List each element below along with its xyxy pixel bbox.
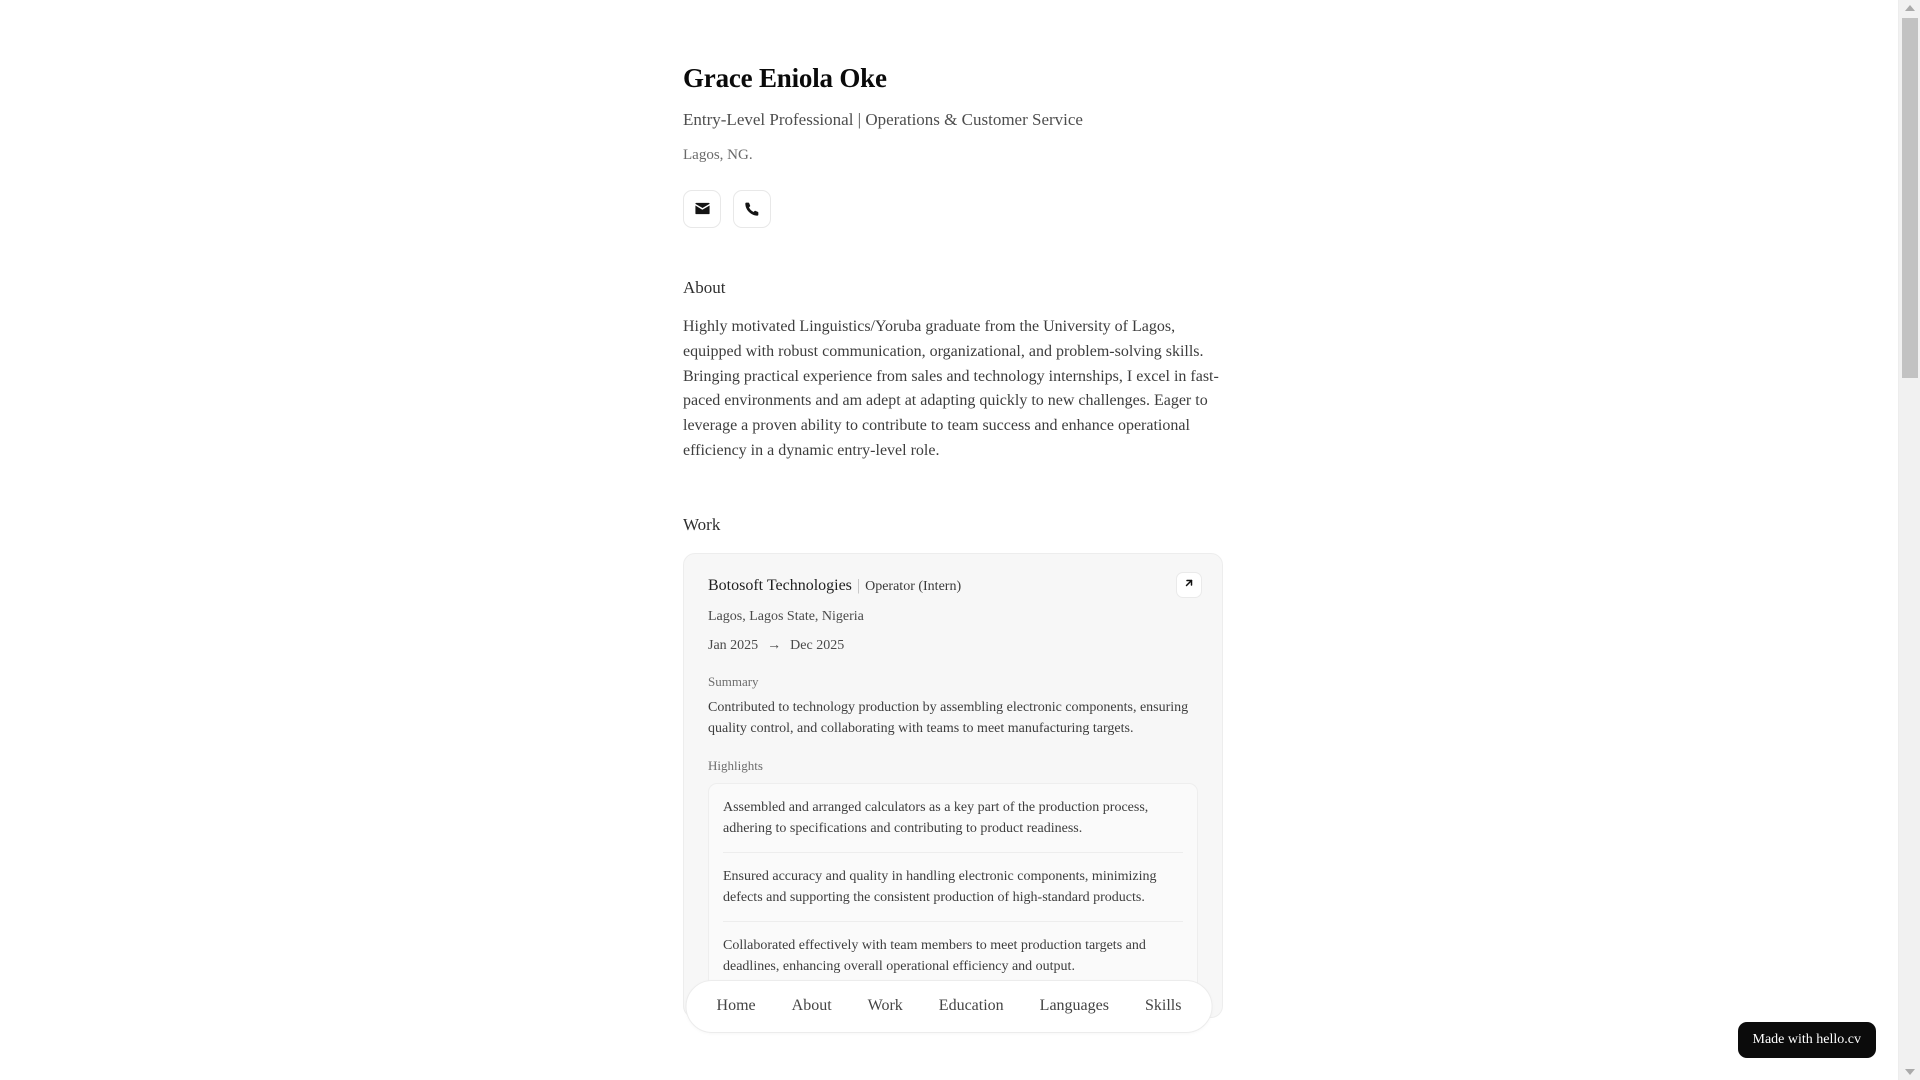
work-highlights-label: Highlights <box>708 757 763 773</box>
profile-headline: Entry-Level Professional | Operations & Customer Service <box>683 110 1083 130</box>
work-dates <box>708 637 1198 655</box>
work-summary-label: Summary <box>708 673 759 689</box>
work-end-date: Dec 2025 <box>790 637 845 653</box>
work-entry-card[interactable] <box>683 553 1223 1018</box>
nav-item-work[interactable]: Work <box>867 997 903 1015</box>
expand-work-entry-button[interactable] <box>1176 572 1202 598</box>
profile-column <box>683 0 1223 1018</box>
chevron-down-icon <box>1905 1069 1915 1075</box>
made-with-badge[interactable]: Made with hello.cv <box>1738 1022 1876 1058</box>
profile-header <box>683 0 1223 228</box>
about-section <box>683 277 1223 464</box>
profile-location: Lagos, NG. <box>683 147 753 164</box>
work-highlights-list <box>708 783 1198 991</box>
date-arrow-icon: → <box>767 637 782 653</box>
email-button[interactable] <box>683 190 721 228</box>
work-heading-separator: | <box>856 576 861 594</box>
phone-icon <box>744 201 760 217</box>
list-item: Assembled and arranged calculators as a key part of the production process, adhering to specifications and contributing to product readiness. <box>723 799 1149 836</box>
scrollbar-thumb[interactable] <box>1902 18 1918 378</box>
work-role: Operator (Intern) <box>865 578 962 594</box>
nav-item-education[interactable]: Education <box>938 997 1004 1015</box>
work-location: Lagos, Lagos State, Nigeria <box>708 608 864 624</box>
contact-buttons <box>683 190 1223 228</box>
work-section-title: Work <box>683 514 721 534</box>
work-entry-heading <box>708 576 1198 597</box>
bottom-navigation <box>686 980 1213 1033</box>
list-item: Ensured accuracy and quality in handling electronic components, minimizing defects and supporting the consistent production of high-standard products. <box>723 852 1183 921</box>
work-start-date: Jan 2025 <box>708 637 759 653</box>
about-text: Highly motivated Linguistics/Yoruba graduate from the University of Lagos, equipped with robust communication, organizational, and problem-solving skills. Bringing practical experience from sales and technology internships, I excel in fast-paced environments and am adept at adapting quickly to new challenges. Eager to leverage a proven ability to contribute to team success and enhance operational efficiency in a dynamic entry-level role. <box>683 317 1219 459</box>
work-summary-text: Contributed to technology production by assembling electronic components, ensuring quality control, and collaborating with teams to meet manufacturing targets. <box>708 699 1189 736</box>
list-item: Collaborated effectively with team members to meet production targets and deadlines, enhancing overall operational efficiency and output. <box>723 921 1183 990</box>
arrow-up-right-icon <box>1183 576 1195 594</box>
scrollbar-down-button[interactable] <box>1899 1064 1920 1080</box>
about-section-title: About <box>683 277 726 297</box>
page-title: Grace Eniola Oke <box>683 63 887 93</box>
nav-item-skills[interactable]: Skills <box>1144 997 1182 1015</box>
phone-button[interactable] <box>733 190 771 228</box>
scrollbar-up-button[interactable] <box>1899 0 1920 16</box>
vertical-scrollbar[interactable] <box>1898 0 1920 1080</box>
nav-item-about[interactable]: About <box>791 997 832 1015</box>
email-icon <box>694 200 711 217</box>
nav-item-home[interactable]: Home <box>716 997 756 1015</box>
work-section <box>683 514 1223 1018</box>
nav-item-languages[interactable]: Languages <box>1039 997 1109 1015</box>
work-company: Botosoft Technologies <box>708 576 852 594</box>
chevron-up-icon <box>1905 5 1915 11</box>
